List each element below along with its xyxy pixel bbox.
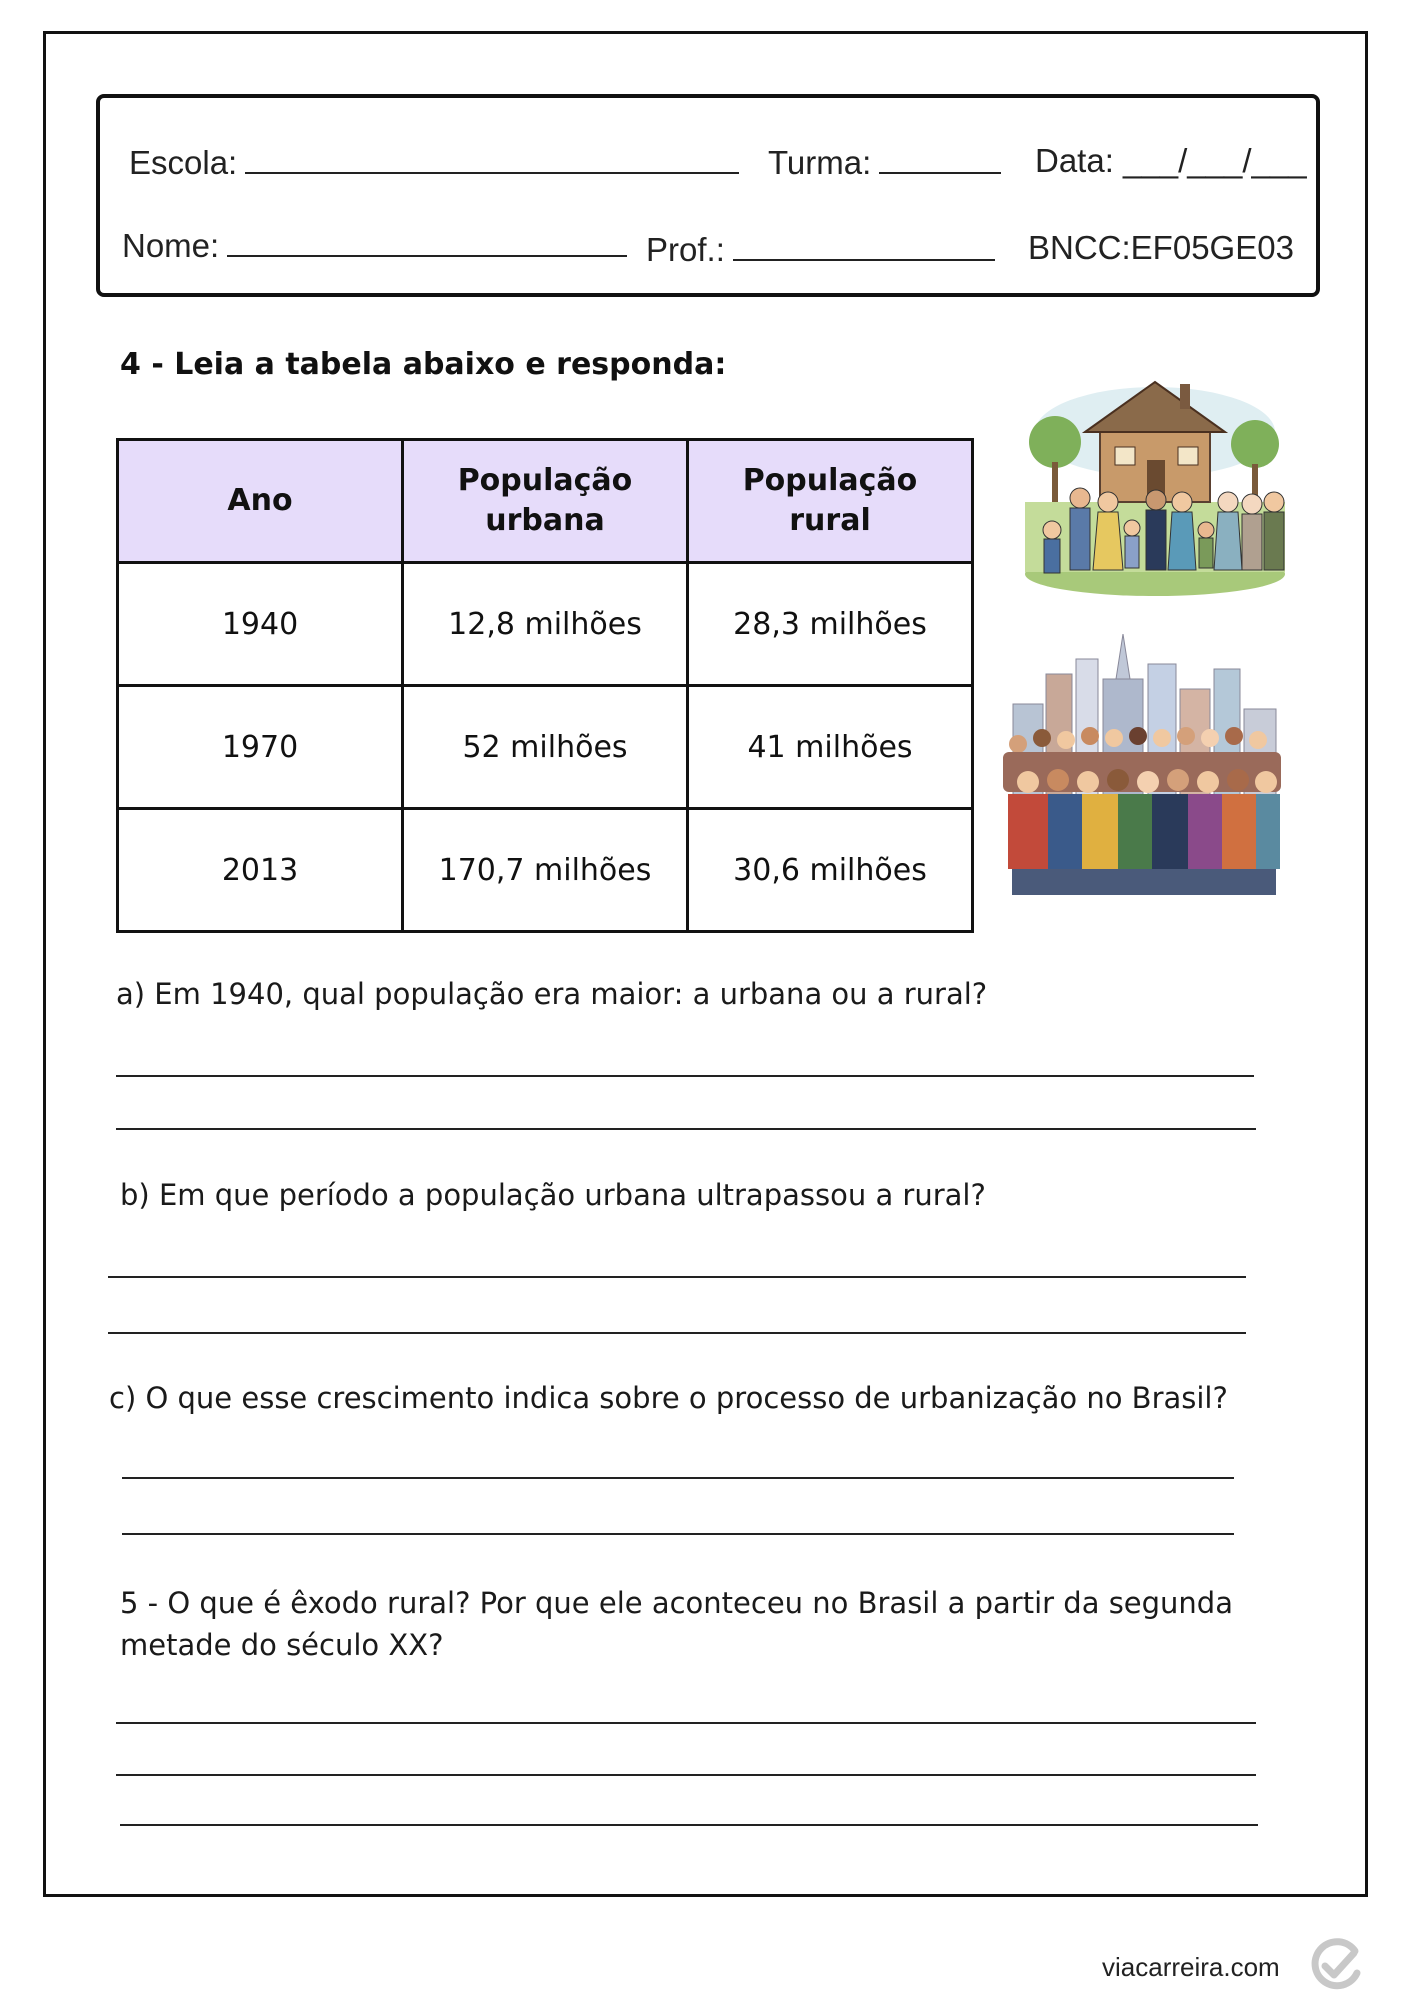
rural-family-illustration <box>1020 352 1290 607</box>
table-row <box>118 809 973 932</box>
answer-line[interactable] <box>116 1075 1254 1077</box>
header-rural <box>688 440 973 563</box>
city-crowd-illustration <box>998 634 1286 904</box>
cell-year: 1940 <box>118 563 403 686</box>
prof-field <box>646 229 995 269</box>
header-urbana-label: População urbana <box>457 462 633 538</box>
cell-rural: 28,3 milhões <box>688 563 973 686</box>
turma-label: Turma: <box>768 144 872 181</box>
cell-urban: 52 milhões <box>403 686 688 809</box>
viacarreira-check-logo <box>1307 1937 1365 1995</box>
question-5-line1: 5 - O que é êxodo rural? Por que ele aconteceu no Brasil a partir da segunda <box>120 1586 1233 1620</box>
nome-field <box>122 225 627 265</box>
turma-field <box>768 142 1001 182</box>
answer-line[interactable] <box>116 1722 1256 1724</box>
prof-label: Prof.: <box>646 231 725 268</box>
cell-urban: 12,8 milhões <box>403 563 688 686</box>
turma-blank[interactable] <box>879 142 1001 174</box>
population-table <box>116 438 974 933</box>
nome-blank[interactable] <box>227 225 627 257</box>
header-urbana <box>403 440 688 563</box>
table-row <box>118 563 973 686</box>
answer-line[interactable] <box>120 1824 1258 1826</box>
question-4b: b) Em que período a população urbana ultrapassou a rural? <box>120 1178 986 1212</box>
escola-label: Escola: <box>129 144 238 181</box>
answer-line[interactable] <box>108 1276 1246 1278</box>
cell-urban: 170,7 milhões <box>403 809 688 932</box>
header-rural-label: População rural <box>742 462 918 538</box>
escola-blank[interactable] <box>245 142 739 174</box>
cell-rural: 30,6 milhões <box>688 809 973 932</box>
question-4-title: 4 - Leia a tabela abaixo e responda: <box>120 347 727 382</box>
escola-field <box>129 142 739 182</box>
answer-line[interactable] <box>122 1533 1234 1535</box>
answer-line[interactable] <box>108 1332 1246 1334</box>
question-4a: a) Em 1940, qual população era maior: a urbana ou a rural? <box>116 977 988 1011</box>
cell-rural: 41 milhões <box>688 686 973 809</box>
prof-blank[interactable] <box>733 229 995 261</box>
header-ano: Ano <box>118 440 403 563</box>
answer-line[interactable] <box>116 1128 1256 1130</box>
table-header-row <box>118 440 973 563</box>
table-row <box>118 686 973 809</box>
footer-site[interactable]: viacarreira.com <box>1102 1952 1280 1982</box>
question-4c: c) O que esse crescimento indica sobre o processo de urbanização no Brasil? <box>109 1381 1228 1415</box>
data-field[interactable]: Data: ___/___/___ <box>1035 142 1307 179</box>
bncc-code: BNCC:EF05GE03 <box>1028 229 1294 266</box>
cell-year: 2013 <box>118 809 403 932</box>
question-5-line2: metade do século XX? <box>120 1628 444 1662</box>
nome-label: Nome: <box>122 227 220 264</box>
answer-line[interactable] <box>116 1774 1256 1776</box>
cell-year: 1970 <box>118 686 403 809</box>
answer-line[interactable] <box>122 1477 1234 1479</box>
